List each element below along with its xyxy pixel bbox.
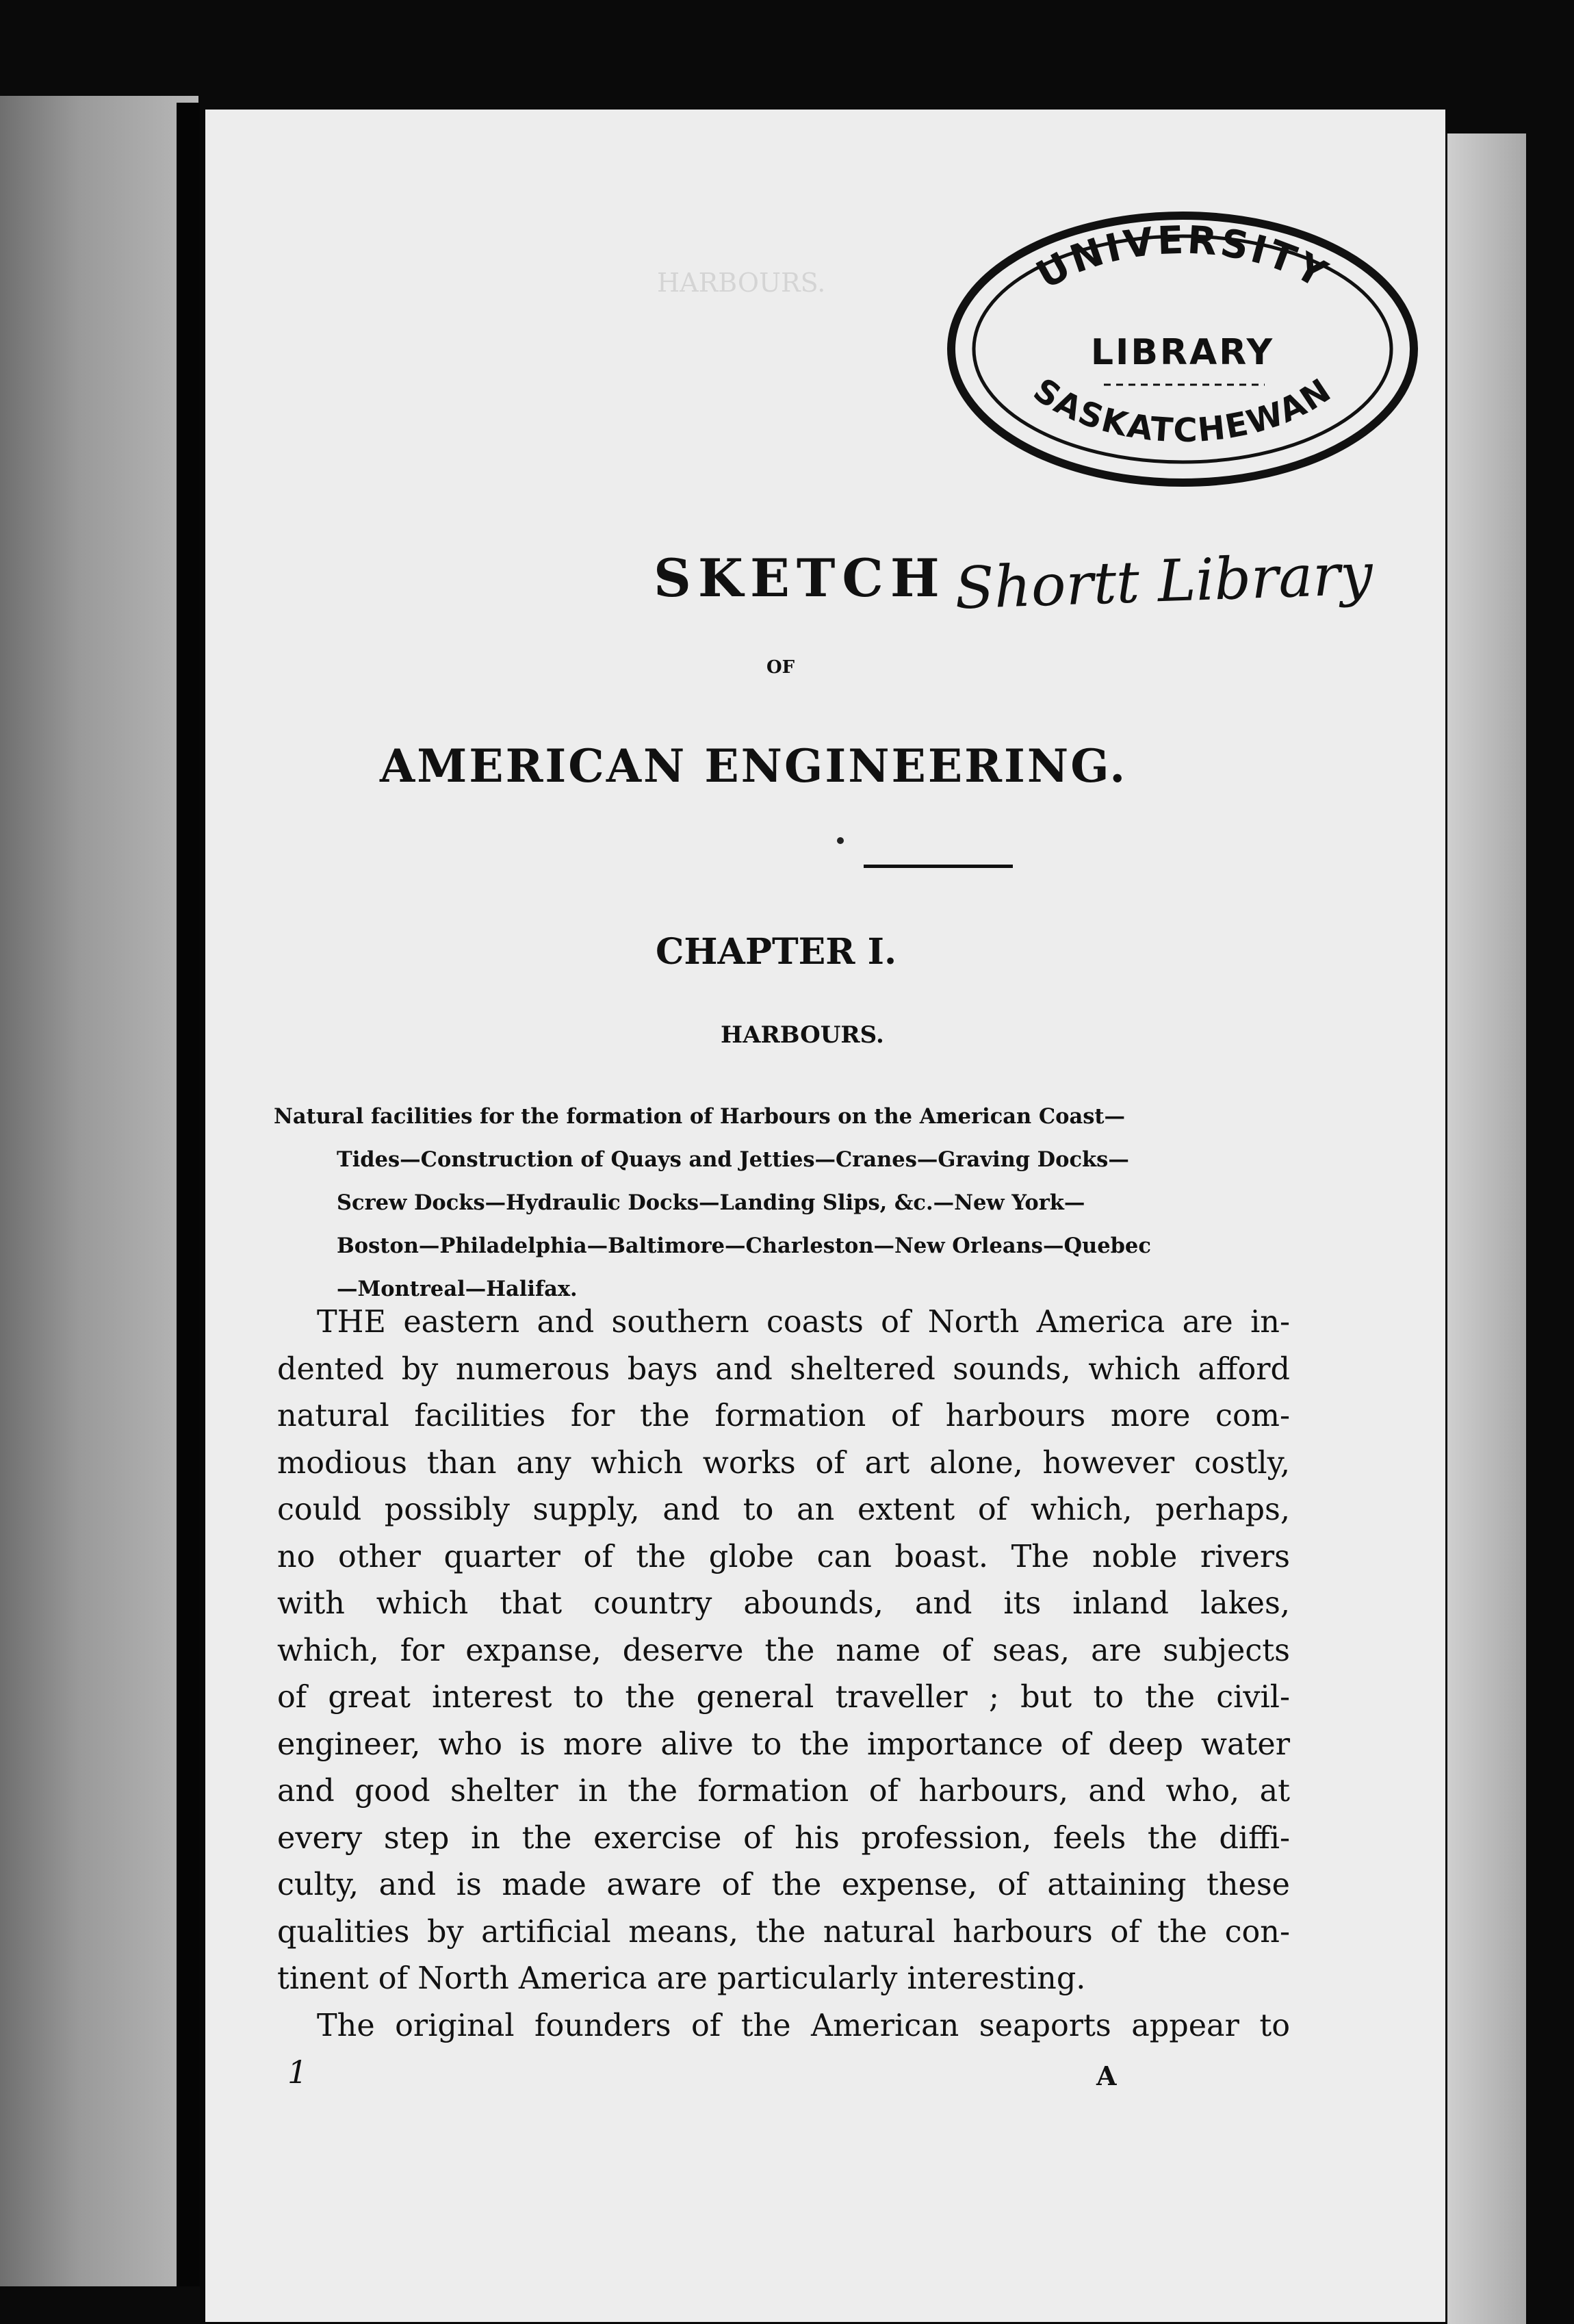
binding-gutter: [177, 103, 200, 2286]
body-line: modious than any which works of art alone, however costly,: [277, 1445, 1290, 1481]
handwritten-library-signature: Shortt Library: [953, 540, 1374, 622]
facing-page-edge: [0, 96, 198, 2286]
body-line: no other quarter of the globe can boast. The noble rivers: [277, 1539, 1290, 1574]
title-connector: OF: [766, 657, 795, 678]
library-stamp: [943, 205, 1422, 493]
stamp-bottom-text: SASKATCHEWAN: [1026, 370, 1339, 450]
body-line: tinent of North America are particularly interesting.: [277, 1961, 1086, 1996]
body-line: every step in the exercise of his profession, feels the diffi-: [277, 1820, 1290, 1856]
book-subtitle: AMERICAN ENGINEERING.: [380, 739, 1128, 793]
handwritten-page-mark: 1: [287, 2054, 308, 2091]
body-line: of great interest to the general traveller ; but to the civil-: [277, 1680, 1290, 1715]
body-line: which, for expanse, deserve the name of seas, are subjects: [277, 1633, 1290, 1668]
body-line: and good shelter in the formation of harbours, and who, at: [277, 1774, 1290, 1809]
section-title: HARBOURS.: [721, 1021, 884, 1049]
body-line: natural facilities for the formation of harbours more com-: [277, 1399, 1290, 1433]
chapter-synopsis: [274, 1095, 1287, 1311]
synopsis-line: Tides—Construction of Quays and Jetties—Cranes—Graving Docks—: [337, 1147, 1129, 1172]
body-text: [277, 1299, 1290, 2050]
synopsis-line: Boston—Philadelphia—Baltimore—Charleston—New Orleans—Quebec: [337, 1234, 1151, 1258]
svg-text:SASKATCHEWAN: [1027, 371, 1339, 450]
synopsis-line: Screw Docks—Hydraulic Docks—Landing Slips, &c.—New York—: [337, 1190, 1085, 1215]
book-title: SKETCH: [654, 548, 946, 609]
chapter-title: CHAPTER I.: [656, 931, 897, 973]
body-line: with which that country abounds, and its inland lakes,: [277, 1586, 1290, 1621]
stamp-middle-text: LIBRARY: [1090, 332, 1275, 373]
title-rule: [864, 865, 1013, 868]
printer-signature-mark: A: [1096, 2060, 1117, 2091]
body-line: dented by numerous bays and sheltered sounds, which afford: [277, 1351, 1290, 1387]
body-line: could possibly supply, and to an extent of which, perhaps,: [277, 1492, 1290, 1527]
body-line: culty, and is made aware of the expense, of attaining these: [277, 1867, 1290, 1902]
body-line: The original founders of the American seaports appear to: [317, 2008, 1290, 2043]
body-line: qualities by artificial means, the natural harbours of the con-: [277, 1914, 1290, 1950]
body-line: THE eastern and southern coasts of North America are in-: [317, 1305, 1290, 1340]
synopsis-line: Natural facilities for the formation of Harbours on the American Coast—: [274, 1104, 1125, 1129]
following-page-edge: [1447, 133, 1526, 2324]
body-line: engineer, who is more alive to the importance of deep water: [277, 1726, 1290, 1762]
ornament-dot: [837, 837, 844, 844]
synopsis-line: —Montreal—Halifax.: [337, 1277, 578, 1301]
stamp-top-text: UNIVERSITY: [1029, 218, 1337, 298]
